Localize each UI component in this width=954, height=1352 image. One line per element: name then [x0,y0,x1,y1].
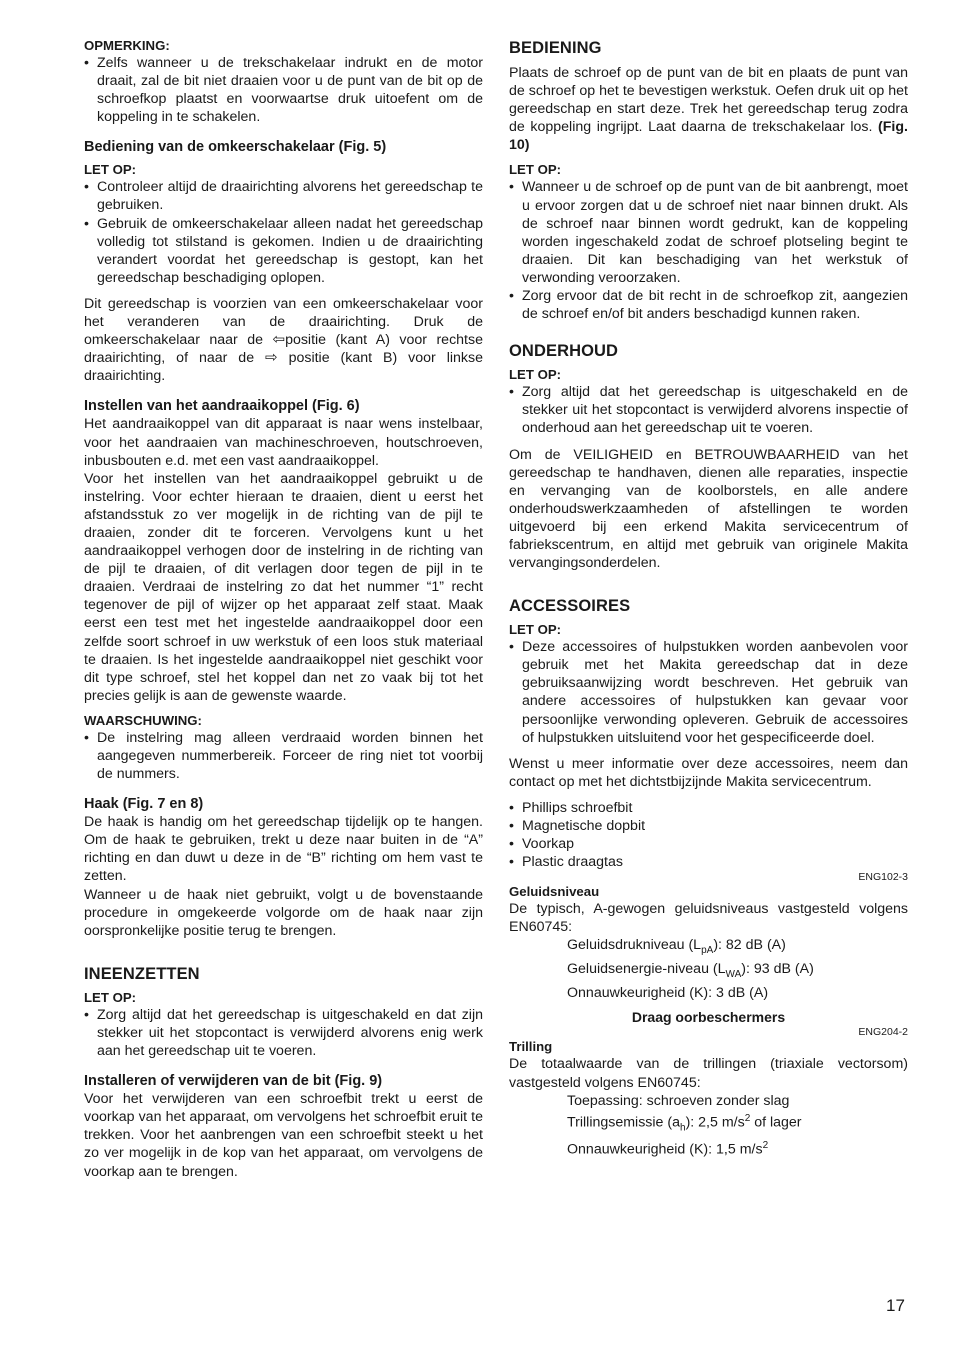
koppel-paragraph-2: Voor het instellen van het aandraaikoppel gebruikt u de instelring. Voor echter hieraan te draaien, dient u eerst het afstandsstuk zo ver mogelijk in de richting van de pijl te draaien, zonder dit te forceren. Vervolgens kunt u het aandraaikoppel verhogen door de instelring in de richting van de pijl te draaien, of dit verlagen door tegen de pijl in te draaien. Verdraai de instelring zo dat het nummer “1” recht tegenover de pijl of wijzer op het apparaat zelf staat. Maak eerst een test met het ingestelde aandraaikoppel door een zelfde soort schroef in uw werkstuk of een loos stuk materiaal te draaien. Is het ingestelde aandraaikoppel niet geschikt voor dit type schroef, stel het koppel dan net zo vaak bij tot het precies gelijk is aan de gewenste waarde. [84,470,483,704]
geluid-line-2: Geluidsenergie-niveau $(L_{WA})$: 93 dB (A) [567,961,814,981]
koppel-title: Instellen van het aandraaikoppel (Fig. 6) [84,398,360,415]
haak-paragraph-1: De haak is handig om het gereedschap tijdelijk op te hangen. Om de haak te gebruiken, trekt u deze naar buiten in de “A” richting en dan duwt u deze in de “B” richting om hem vast te zetten. [84,814,483,885]
trilling-title: Trilling [509,1039,553,1055]
bediening-heading: BEDIENING [509,39,602,57]
bit-title: Installeren of verwijderen van de bit (Fig. 9) [84,1073,383,1090]
list-item: • Phillips schroefbit [509,799,908,817]
trilling-line-3: Onnauwkeurigheid (K): 1,5 $m/s^2$ [567,1140,769,1159]
arrow-left-icon: ⇦ [272,331,286,349]
ineenzetten-heading: INEENZETTEN [84,964,200,983]
waarschuwing-label: WAARSCHUWING: [84,712,202,728]
accessoires-warning-list [509,638,908,747]
bediening-list [509,178,908,323]
onderhoud-list [509,383,908,437]
haak-paragraph-2: Wanneer u de haak niet gebruikt, volgt u de bovenstaande procedure in omgekeerde volgorde om de haak naar zijn oorspronkelijke positie terug te brengen. [84,886,483,939]
waarschuwing-list [84,729,483,783]
geluid-paragraph: De typisch, A-gewogen geluidsniveaus vastgesteld volgens EN60745: [509,901,908,936]
list-item: • Voorkap [509,835,908,853]
onderhoud-heading: ONDERHOUD [509,342,619,361]
onderhoud-label: LET OP: [509,367,562,383]
fig-reference: (Fig. 10) [509,119,908,154]
list-item: • Zorg altijd dat het gereedschap is uitgeschakeld en de stekker uit het stopcontact is verwijderd alvorens inspectie of onderhoud aan het gereedschap uit te voeren. [509,383,908,437]
trilling-paragraph: De totaalwaarde van de trillingen (triaxiale vectorsom) vastgesteld volgens EN60745: [509,1056,908,1091]
trilling-code: ENG204-2 [858,1026,908,1039]
right-column [509,38,908,1159]
geluid-line-1: Geluidsdrukniveau $(L_{pA})$: 82 dB (A) [567,937,786,957]
omkeer-list [84,178,483,287]
list-item: • Zelfs wanneer u de trekschakelaar indrukt en de motor draait, zal de bit niet draaien voor u de punt van de bit op de schroefkop plaatst en voorwaartse druk uitoefent om de koppeling in te schakelen. [84,54,483,126]
opmerking-list [84,54,483,126]
accessoires-heading: ACCESSOIRES [509,597,631,616]
bediening-label: LET OP: [509,162,562,178]
left-column [84,38,483,1181]
ear-protection-notice: Draag oorbeschermers [631,1009,786,1026]
trilling-line-2: Trillingsemissie $(a_h)$: 2,5 $m/s^2$ of lager [567,1112,802,1134]
omkeer-label: LET OP: [84,162,137,178]
bediening-paragraph: Plaats de schroef op de punt van de bit en plaats de punt van de schroef op het te bevestigen werkstuk. Oefen druk uit op het gereedschap en start deze. Trek het gereedschap terug zodra de koppeling ingrijpt. Laat daarna de trekschakelaar los. (Fig. 10) [509,65,908,154]
arrow-right-icon: ⇨ [265,349,278,367]
accessoires-label: LET OP: [509,622,562,638]
list-item: • Zorg altijd dat het gereedschap is uitgeschakeld en dat zijn stekker uit het stopcontact is verwijderd alvorens enig werk aan het gereedschap uit te voeren. [84,1006,483,1060]
haak-title: Haak (Fig. 7 en 8) [84,796,204,813]
accessoires-paragraph: Wenst u meer informatie over deze accessoires, neem dan contact op met het dichtstbijzijnde Makita servicecentrum. [509,755,908,790]
geluid-code: ENG102-3 [858,871,908,884]
geluid-line-3: Onnauwkeurigheid (K): 3 dB (A) [567,985,769,1002]
bit-paragraph: Voor het verwijderen van een schroefbit trekt u eerst de voorkap van het apparaat, om vervolgens het schroefbit eruit te trekken. Voor het aanbrengen van een schroefbit steekt u het zo ver mogelijk in de kop van het apparaat, om vervolgens de voorkap aan te brengen. [84,1091,483,1180]
accessoires-list [509,799,908,871]
list-item: • De instelring mag alleen verdraaid worden binnen het aangegeven nummerbereik. Forceer de ring niet tot voorbij de nummers. [84,729,483,783]
list-item: • Wanneer u de schroef op de punt van de bit aanbrengt, moet u ervoor zorgen dat u de schroef niet naar binnen drukt. Als de schroef naar binnen wordt gedrukt, kan de koppeling worden ingeschakeld zodat de schroef plotseling begint te draaien. Dit kan beschadiging van het werkstuk of verwonding veroorzaken. [509,178,908,287]
ineenzetten-label: LET OP: [84,989,137,1005]
page-number: 17 [886,1296,905,1315]
omkeer-title: Bediening van de omkeerschakelaar (Fig. 5) [84,139,387,156]
list-item: • Plastic draagtas [509,853,908,871]
list-item: • Magnetische dopbit [509,817,908,835]
ineenzetten-list [84,1006,483,1060]
omkeer-paragraph: Dit gereedschap is voorzien van een omkeerschakelaar voor het veranderen van de draairichting. Druk de omkeerschakelaar naar de ⇦positie (kant A) voor rechtse draairichting, of naar de ⇨ positie (kant B) voor linkse draairichting. [84,295,483,385]
list-item: • Zorg ervoor dat de bit recht in de schroefkop zit, aangezien de schroef en/of bit anders beschadigd kunnen raken. [509,287,908,323]
list-item: • Controleer altijd de draairichting alvorens het gereedschap te gebruiken. [84,178,483,214]
list-item: • Deze accessoires of hulpstukken worden aanbevolen voor gebruik met het Makita gereedschap dat in deze gebruiksaanwijzing wordt beschreven. Het gebruik van andere accessoires of hulpstukken kan gevaar voor persoonlijke verwonding opleveren. Gebruik de accessoires of hulpstukken uitsluitend voor het gespecificeerde doel. [509,638,908,747]
list-item: • Gebruik de omkeerschakelaar alleen nadat het gereedschap volledig tot stilstand is gekomen. Indien u de draairichting verandert voordat het gereedschap is gestopt, kan het gereedschap beschadiging oplopen. [84,215,483,287]
koppel-paragraph-1: Het aandraaikoppel van dit apparaat is naar wens instelbaar, voor het aandraaien van machineschroeven, houtschroeven, inbusbouten e.d. met een vast aandraaikoppel. [84,416,483,469]
onderhoud-paragraph: Om de VEILIGHEID en BETROUWBAARHEID van het gereedschap te handhaven, dienen alle reparaties, inspectie en vervanging van de koolborstels, en alle andere onderhoudswerkzaamheden of afstellingen te worden uitgevoerd bij een erkend Makita servicecentrum of fabriekscentrum, en altijd met gebruik van originele Makita vervangingsonderdelen. [509,446,908,572]
opmerking-label: OPMERKING: [84,38,170,53]
trilling-line-1: Toepassing: schroeven zonder slag [567,1092,790,1109]
geluid-title: Geluidsniveau [509,884,600,900]
